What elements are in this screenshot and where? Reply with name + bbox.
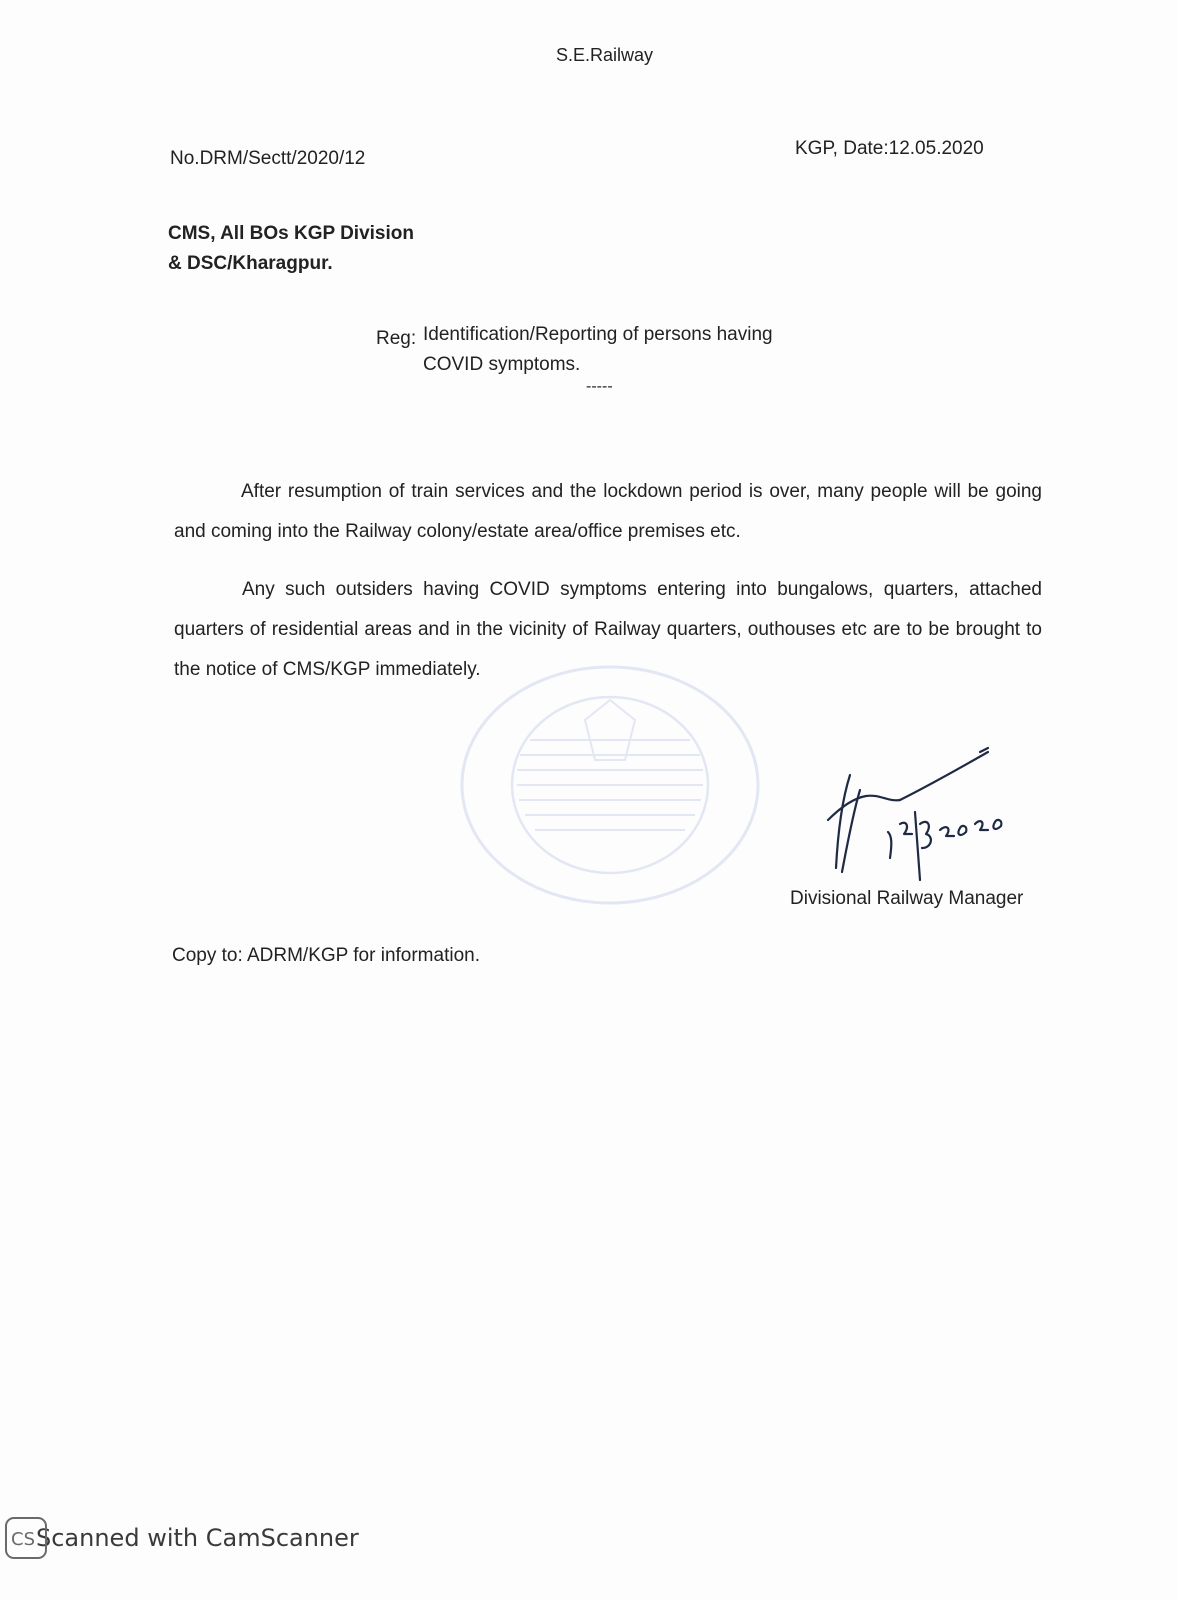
organization-header: S.E.Railway bbox=[556, 45, 654, 65]
body-paragraph-1: After resumption of train services and the lockdown period is over, many people will be going and coming into the Railway colony/estate area/office premises etc. bbox=[174, 481, 1042, 542]
subject-line-1: Identification/Reporting of persons having bbox=[423, 324, 773, 345]
subject-label: Reg: bbox=[376, 328, 417, 349]
office-stamp bbox=[455, 660, 765, 910]
subject-line-2: COVID symptoms. bbox=[423, 354, 581, 375]
scanner-watermark bbox=[4, 1516, 359, 1560]
reference-number: No.DRM/Sectt/2020/12 bbox=[170, 148, 366, 169]
copy-to-line: Copy to: ADRM/KGP for information. bbox=[172, 945, 480, 966]
subject-separator: ----- bbox=[586, 378, 613, 395]
body-paragraph-2: Any such outsiders having COVID symptoms entering into bungalows, quarters, attached quarters of residential areas and in the vicinity of Railway quarters, outhouses etc are to be brought to the notice of CMS/KGP immediately. bbox=[174, 579, 1042, 680]
camscanner-logo-icon bbox=[4, 1516, 48, 1560]
addressee-line-2: & DSC/Kharagpur. bbox=[168, 253, 333, 274]
addressee-line-1: CMS, All BOs KGP Division bbox=[168, 223, 414, 244]
handwritten-signature bbox=[820, 740, 1030, 885]
signer-designation: Divisional Railway Manager bbox=[790, 888, 1024, 909]
scanner-watermark-text: Scanned with CamScanner bbox=[36, 1524, 359, 1552]
camscanner-logo-text: CS bbox=[11, 1529, 35, 1550]
place-date: KGP, Date:12.05.2020 bbox=[795, 138, 984, 159]
